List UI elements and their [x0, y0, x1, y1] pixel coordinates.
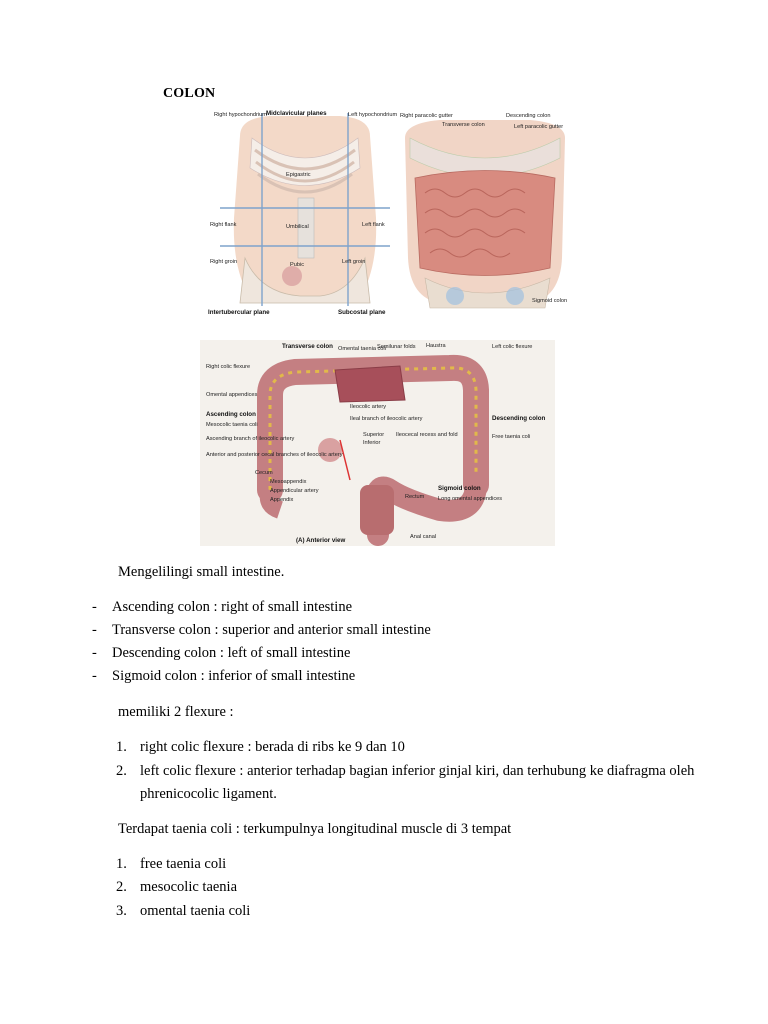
label-right-groin: Right groin [210, 259, 238, 265]
label-cecum: Cecum [255, 470, 273, 476]
label-anterior-posterior-cecal: Anterior and posterior cecal branches of ileocolic artery [206, 452, 343, 458]
label-umbilical: Umbilical [286, 224, 309, 230]
list-item [92, 644, 350, 662]
list-item [116, 855, 226, 873]
list-marker: - [92, 622, 97, 638]
label-left-groin: Left groin [342, 259, 366, 265]
label-transverse-colon-top: Transverse colon [442, 122, 485, 128]
label-omental-appendices: Omental appendices [206, 392, 258, 398]
label-right-colic-flexure: Right colic flexure [206, 364, 251, 370]
list-item [116, 902, 250, 920]
list-marker: - [92, 645, 97, 661]
label-subcostal-plane: Subcostal plane [338, 309, 386, 316]
label-right-flank: Right flank [210, 222, 237, 228]
list-item-text: Transverse colon : superior and anterior small intestine [112, 622, 431, 638]
label-epigastric: Epigastric [286, 172, 311, 178]
label-left-paracolic-gutter: Left paracolic gutter [514, 124, 564, 130]
label-right-paracolic-gutter: Right paracolic gutter [400, 113, 453, 119]
label-appendix: Appendix [270, 497, 294, 503]
list-item-text: Descending colon : left of small intestine [112, 645, 351, 661]
label-inferior: Inferior [363, 440, 381, 446]
taenia-heading: Terdapat taenia coli : terkumpulnya longitudinal muscle di 3 tempat [118, 821, 512, 837]
list-item-text: left colic flexure : anterior terhadap bagian inferior ginjal kiri, dan terhubung ke diafragma oleh [140, 763, 695, 779]
label-sigmoid-colon: Sigmoid colon [438, 485, 481, 492]
list-marker: - [92, 668, 97, 684]
list-item-text: Ascending colon : right of small intestine [112, 599, 353, 615]
list-number: 1. [116, 856, 127, 872]
list-item [116, 878, 237, 896]
list-item [92, 621, 431, 639]
label-ileocolic-artery: Ileocolic artery [350, 404, 387, 410]
label-pubic: Pubic [290, 262, 304, 268]
list-number: 2. [116, 763, 127, 779]
list-item-text: mesocolic taenia [140, 879, 238, 895]
label-rectum: Rectum [405, 494, 425, 500]
list-item [116, 738, 405, 756]
label-haustra: Haustra [426, 343, 446, 349]
label-long-omental-appendices: Long omental appendices [438, 496, 503, 502]
list-marker: - [92, 599, 97, 615]
page-title: COLON [163, 86, 216, 101]
list-number: 2. [116, 879, 127, 895]
label-descending-colon-top: Descending colon [506, 113, 551, 119]
label-anterior-view: (A) Anterior view [296, 537, 346, 544]
label-ascending-branch: Ascending branch of ileocolic artery [206, 436, 295, 442]
list-number: 3. [116, 903, 127, 919]
label-anal-canal: Anal canal [410, 534, 437, 540]
list-item [116, 762, 694, 780]
abdominal-contents-illustration [400, 113, 567, 308]
list-item-text: omental taenia coli [140, 903, 251, 919]
label-mesoappendix: Mesoappendix [270, 479, 307, 485]
label-omental-taenia-coli: Omental taenia coli [338, 346, 386, 352]
list-item-text: Sigmoid colon : inferior of small intestine [112, 668, 356, 684]
label-transverse-colon: Transverse colon [282, 343, 333, 350]
intro-text: Mengelilingi small intestine. [118, 564, 285, 580]
label-ileal-branch: Ileal branch of ileocolic artery [350, 416, 423, 422]
label-left-flank: Left flank [362, 222, 385, 228]
label-semilunar-folds: Semilunar folds [377, 344, 416, 350]
list-item-continuation: phrenicocolic ligament. [140, 786, 277, 802]
label-appendicular-artery: Appendicular artery [270, 488, 319, 494]
list-item-text: right colic flexure : berada di ribs ke 9 dan 10 [140, 739, 405, 755]
list-item-text: free taenia coli [140, 856, 227, 872]
label-left-hypochondrium: Left hypochondrium [348, 112, 398, 118]
label-right-hypochondrium: Right hypochondrium [214, 112, 267, 118]
label-superior: Superior [363, 432, 385, 438]
label-intertubercular-plane: Intertubercular plane [208, 309, 270, 316]
label-free-taenia-coli: Free taenia coli [492, 434, 531, 440]
label-sigmoid-colon-top: Sigmoid colon [532, 298, 568, 304]
label-left-colic-flexure: Left colic flexure [492, 344, 533, 350]
list-number: 1. [116, 739, 127, 755]
label-descending-colon: Descending colon [492, 415, 546, 422]
label-mesocolic-taenia-coli: Mesocolic taenia coli [206, 422, 258, 428]
label-midclavicular-planes: Midclavicular planes [266, 110, 327, 117]
list-item [92, 667, 355, 685]
label-ascending-colon: Ascending colon [206, 411, 256, 418]
colon-anterior-view-figure [200, 340, 555, 546]
flexure-heading: memiliki 2 flexure : [118, 704, 234, 720]
label-ileocecal-recess: Ileocecal recess and fold [396, 432, 458, 438]
abdominal-regions-figure [200, 108, 570, 320]
list-item [92, 598, 352, 616]
